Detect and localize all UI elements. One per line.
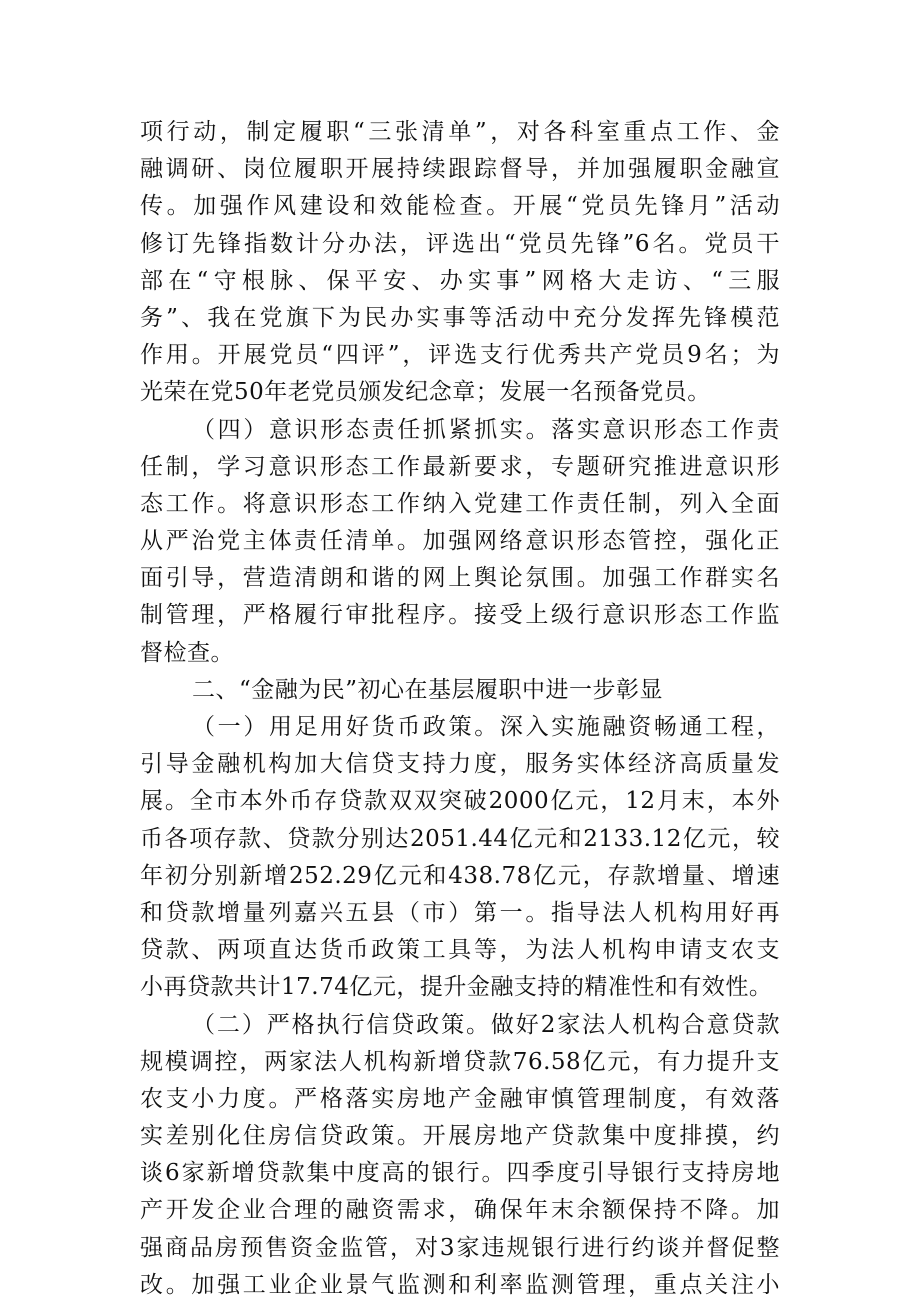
text-line: （一）用足用好货币政策。深入实施融资畅通工程， <box>192 714 780 740</box>
document-body <box>140 114 780 1304</box>
text-line: 币各项存款、贷款分别达2051.44亿元和2133.12亿元，较 <box>140 825 780 852</box>
text-line: 传。加强作风建设和效能检查。开展“党员先锋月”活动 <box>140 193 780 220</box>
text-line: 实差别化住房信贷政策。开展房地产贷款集中度排摸，约 <box>140 1123 780 1150</box>
text-line: 展。全市本外币存贷款双双突破2000亿元，12月末，本外 <box>140 788 780 815</box>
text-line: 制管理，严格履行审批程序。接受上级行意识形态工作监 <box>140 602 780 629</box>
text-line: 年初分别新增252.29亿元和438.78亿元，存款增量、增速 <box>140 862 780 889</box>
text-line: 二、“金融为民”初心在基层履职中进一步彰显 <box>192 676 664 703</box>
text-line: 小再贷款共计17.74亿元，提升金融支持的精准性和有效性。 <box>140 974 773 1001</box>
text-line: 部在“守根脉、保平安、办实事”网格大走访、“三服 <box>140 267 780 294</box>
text-line: 引导金融机构加大信贷支持力度，服务实体经济高质量发 <box>140 751 780 778</box>
text-line: 强商品房预售资金监管，对3家违规银行进行约谈并督促整 <box>140 1234 780 1261</box>
text-line: 面引导，营造清朗和谐的网上舆论氛围。加强工作群实名 <box>140 565 780 592</box>
text-line: 规模调控，两家法人机构新增贷款76.58亿元，有力提升支 <box>140 1048 780 1075</box>
text-line: 光荣在党50年老党员颁发纪念章；发展一名预备党员。 <box>140 379 711 406</box>
text-line: 督检查。 <box>140 639 234 666</box>
text-line: 任制，学习意识形态工作最新要求，专题研究推进意识形 <box>140 453 780 480</box>
text-line: 改。加强工业企业景气监测和利率监测管理，重点关注小 <box>140 1271 780 1298</box>
text-line: 产开发企业合理的融资需求，确保年末余额保持不降。加 <box>140 1197 780 1224</box>
text-line: （四）意识形态责任抓紧抓实。落实意识形态工作责 <box>192 416 780 443</box>
text-line: 修订先锋指数计分办法，评选出“党员先锋”6名。党员干 <box>140 230 780 257</box>
text-line: 贷款、两项直达货币政策工具等，为法人机构申请支农支 <box>140 937 780 964</box>
text-line: 作用。开展党员“四评”，评选支行优秀共产党员9名；为 <box>140 342 780 369</box>
text-line: 态工作。将意识形态工作纳入党建工作责任制，列入全面 <box>140 490 780 517</box>
text-line: （二）严格执行信贷政策。做好2家法人机构合意贷款 <box>192 1011 780 1038</box>
text-line: 从严治党主体责任清单。加强网络意识形态管控，强化正 <box>140 528 780 555</box>
text-line: 务”、我在党旗下为民办实事等活动中充分发挥先锋模范 <box>140 304 780 331</box>
text-line: 和贷款增量列嘉兴五县（市）第一。指导法人机构用好再 <box>140 899 780 926</box>
text-line: 农支小力度。严格落实房地产金融审慎管理制度，有效落 <box>140 1085 780 1112</box>
text-line: 项行动，制定履职“三张清单”，对各科室重点工作、金 <box>140 119 780 145</box>
text-line: 谈6家新增贷款集中度高的银行。四季度引导银行支持房地 <box>140 1160 780 1187</box>
text-line: 融调研、岗位履职开展持续跟踪督导，并加强履职金融宣 <box>140 156 780 183</box>
